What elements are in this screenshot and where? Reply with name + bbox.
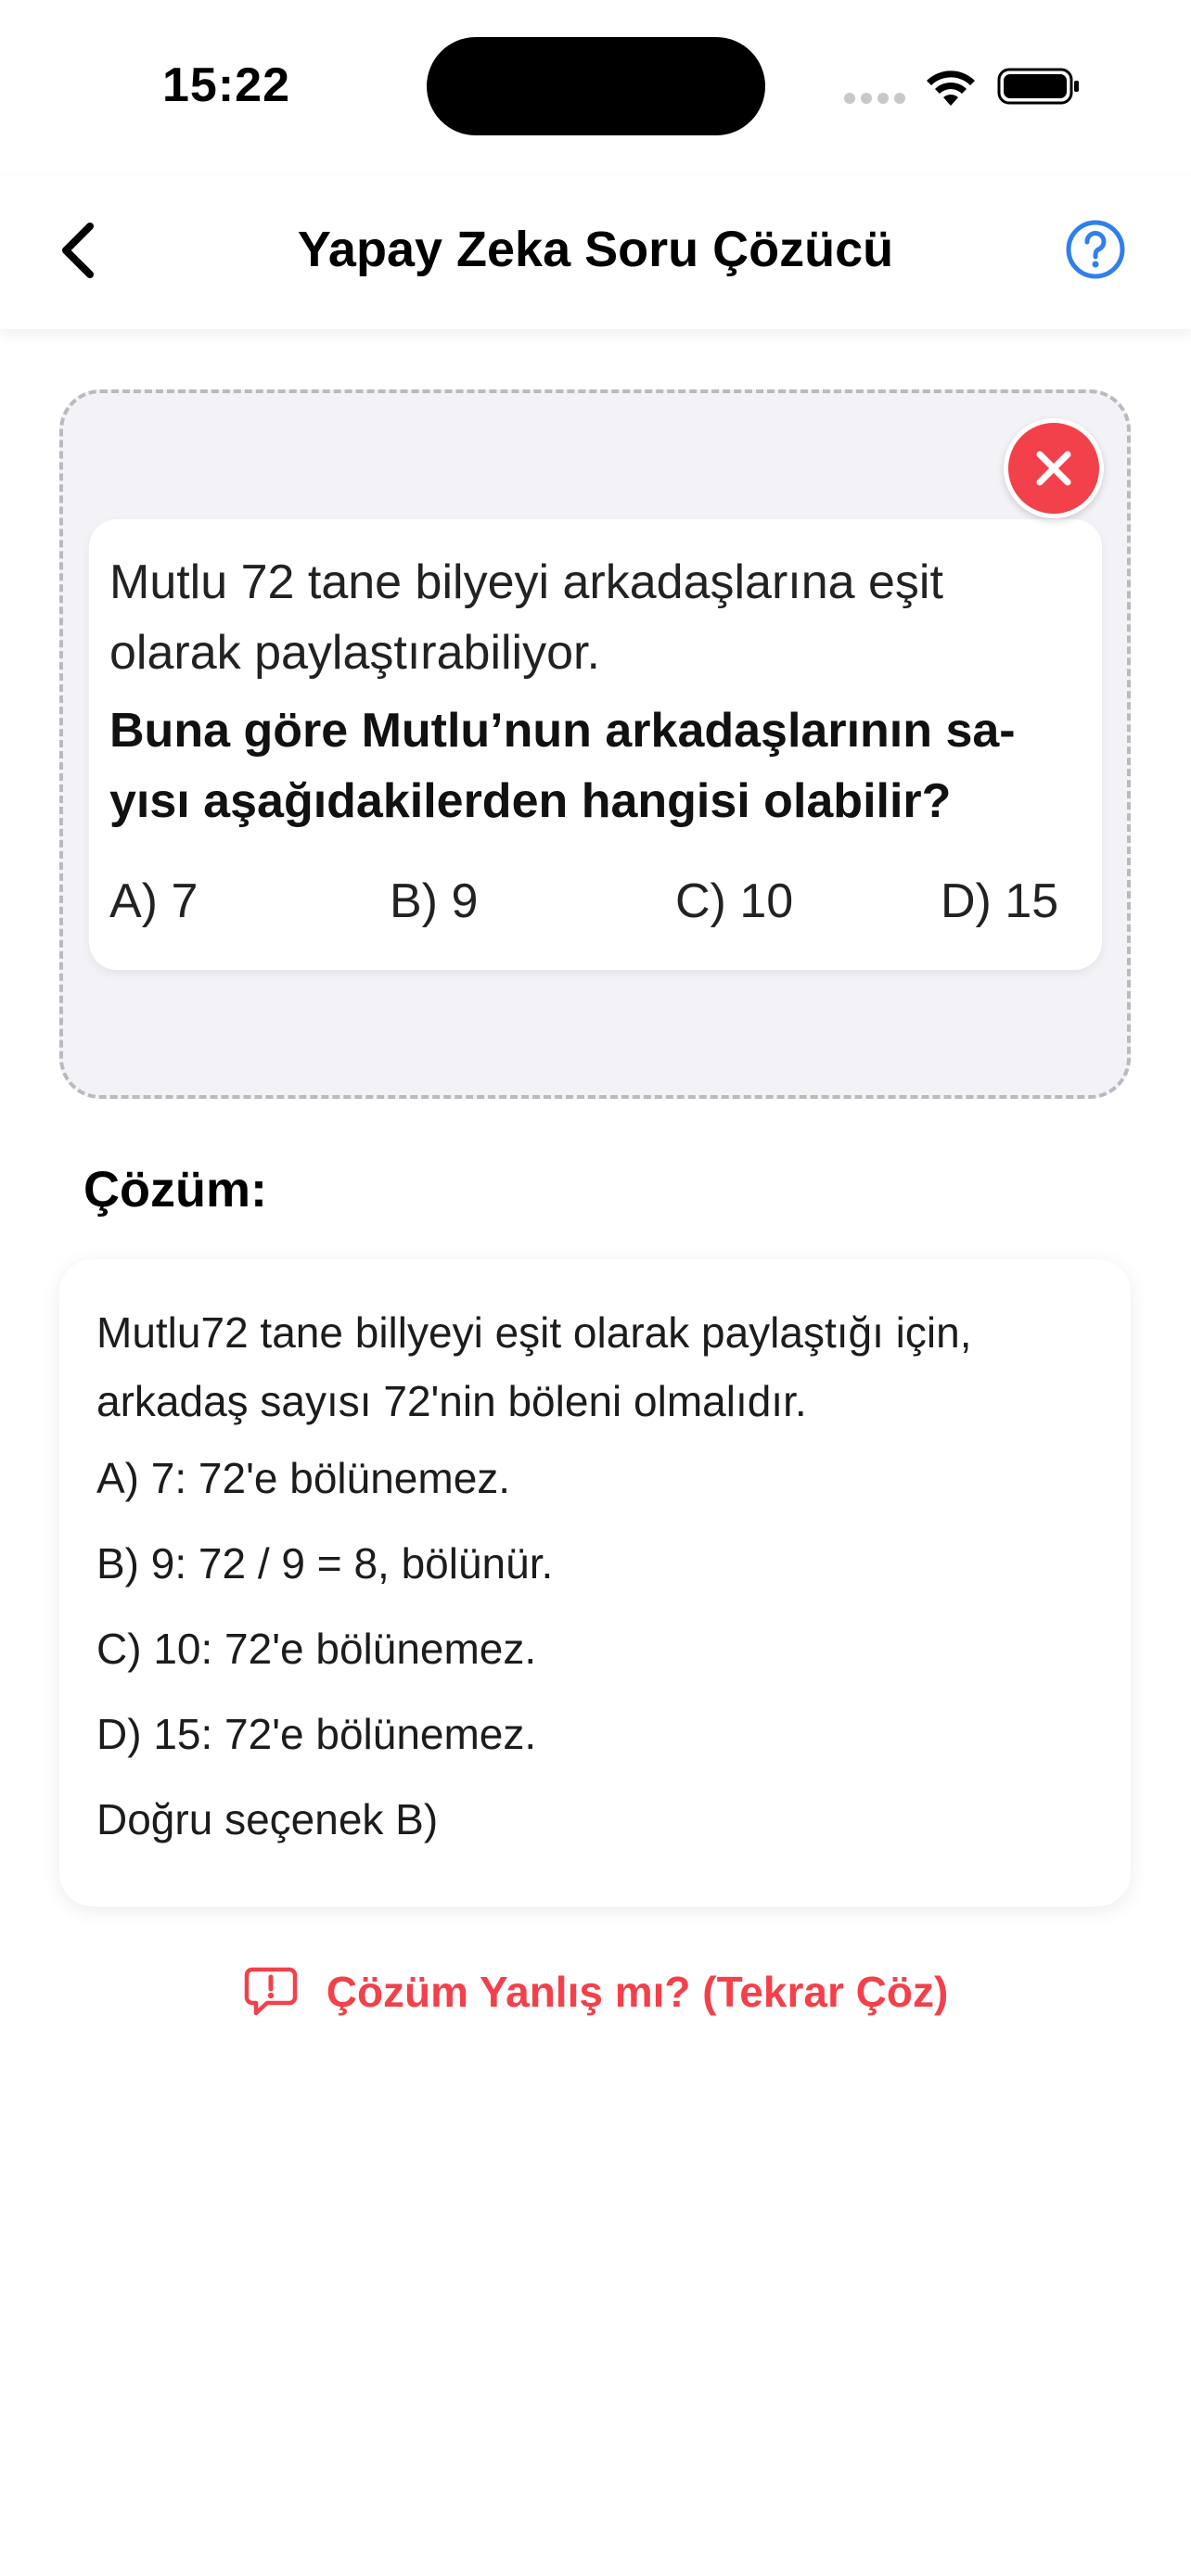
dynamic-island — [427, 37, 765, 135]
retry-label: Çözüm Yanlış mı? (Tekrar Çöz) — [326, 1968, 949, 2016]
question-text-line: Mutlu 72 tane bilyeyi arkadaşlarına eşit — [109, 555, 943, 609]
question-options — [109, 874, 1089, 929]
retry-solve-button[interactable] — [0, 1966, 1191, 2018]
solution-intro: arkadaş sayısı 72'nin böleni olmalıdır. — [96, 1377, 807, 1425]
solution-line: C) 10: 72'e bölünemez. — [96, 1625, 537, 1673]
help-button[interactable] — [1065, 219, 1126, 280]
question-image-container[interactable] — [59, 389, 1131, 1099]
solution-line: A) 7: 72'e bölünemez. — [96, 1454, 511, 1502]
question-option-c: C) 10 — [675, 874, 794, 928]
question-circle-icon — [1065, 219, 1126, 280]
exclamation-bubble-icon — [243, 1966, 299, 2018]
navigation-bar — [0, 176, 1191, 329]
wifi-icon — [923, 65, 979, 108]
solution-line: D) 15: 72'e bölünemez. — [96, 1710, 537, 1758]
page-title: Yapay Zeka Soru Çözücü — [297, 222, 894, 277]
solution-answer: Doğru seçenek B) — [96, 1795, 439, 1843]
cellular-signal-icon — [844, 93, 905, 104]
status-time: 15:22 — [162, 58, 290, 112]
battery-icon — [997, 67, 1081, 106]
question-text-line: olarak paylaştırabiliyor. — [109, 626, 600, 680]
question-bold-line: yısı aşağıdakilerden hangisi olabilir? — [109, 774, 952, 828]
status-bar — [0, 0, 1191, 176]
solution-heading: Çözüm: — [83, 1162, 267, 1218]
solution-intro: Mutlu72 tane billyeyi eşit olarak paylaştığı için, — [96, 1308, 972, 1357]
question-bold-line: Buna göre Mutlu’nun arkadaşlarının sa- — [109, 704, 1016, 758]
solution-card — [59, 1259, 1131, 1906]
close-icon — [1029, 443, 1079, 493]
solution-line: B) 9: 72 / 9 = 8, bölünür. — [96, 1539, 554, 1588]
question-option-d: D) 15 — [941, 874, 1059, 928]
question-option-b: B) 9 — [390, 874, 479, 928]
remove-image-button[interactable] — [1004, 418, 1104, 518]
question-image — [89, 519, 1102, 970]
question-option-a: A) 7 — [109, 874, 198, 928]
